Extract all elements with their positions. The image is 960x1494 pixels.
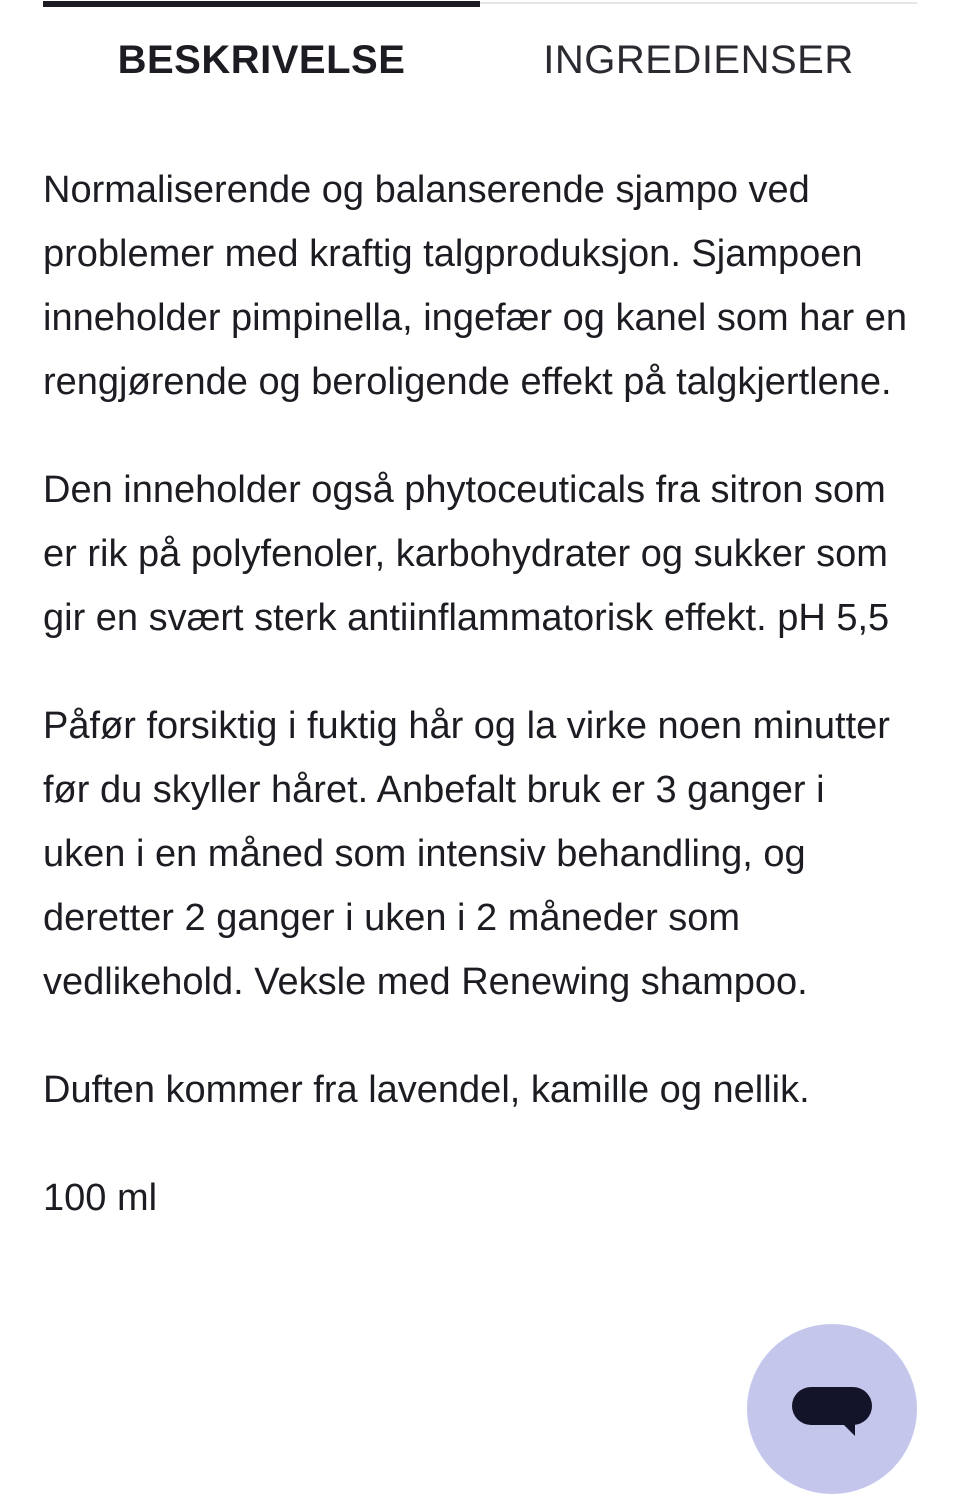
description-paragraph-1: Normaliserende og balanserende sjampo ved problemer med kraftig talgproduksjon. Sjampoen inneholder pimpinella, ingefær og kanel som har en rengjørende og beroligende effekt på talgkjertlene. — [43, 169, 907, 403]
active-tab-indicator — [43, 1, 480, 7]
tab-ingredienser[interactable]: INGREDIENSER — [543, 37, 854, 82]
tab-beskrivelse[interactable]: BESKRIVELSE — [117, 37, 406, 82]
product-tabs — [43, 0, 917, 110]
description-content — [43, 158, 917, 1274]
description-paragraph-2: Den inneholder også phytoceuticals fra sitron som er rik på polyfenoler, karbohydrater og sukker som gir en svært sterk antiinflammatorisk effekt. pH 5,5 — [43, 469, 890, 639]
chat-bubble-icon — [792, 1387, 872, 1425]
description-paragraph-4: Duften kommer fra lavendel, kamille og nellik. — [43, 1069, 810, 1111]
chat-bubble-tail-icon — [841, 1422, 855, 1436]
chat-button[interactable] — [747, 1324, 917, 1494]
description-paragraph-3: Påfør forsiktig i fuktig hår og la virke noen minutter før du skyller håret. Anbefalt bruk er 3 ganger i uken i en måned som intensiv behandling, og deretter 2 ganger i uken i 2 måneder som vedlikehold. Veksle med Renewing shampoo. — [43, 705, 890, 1003]
product-volume: 100 ml — [43, 1177, 158, 1219]
